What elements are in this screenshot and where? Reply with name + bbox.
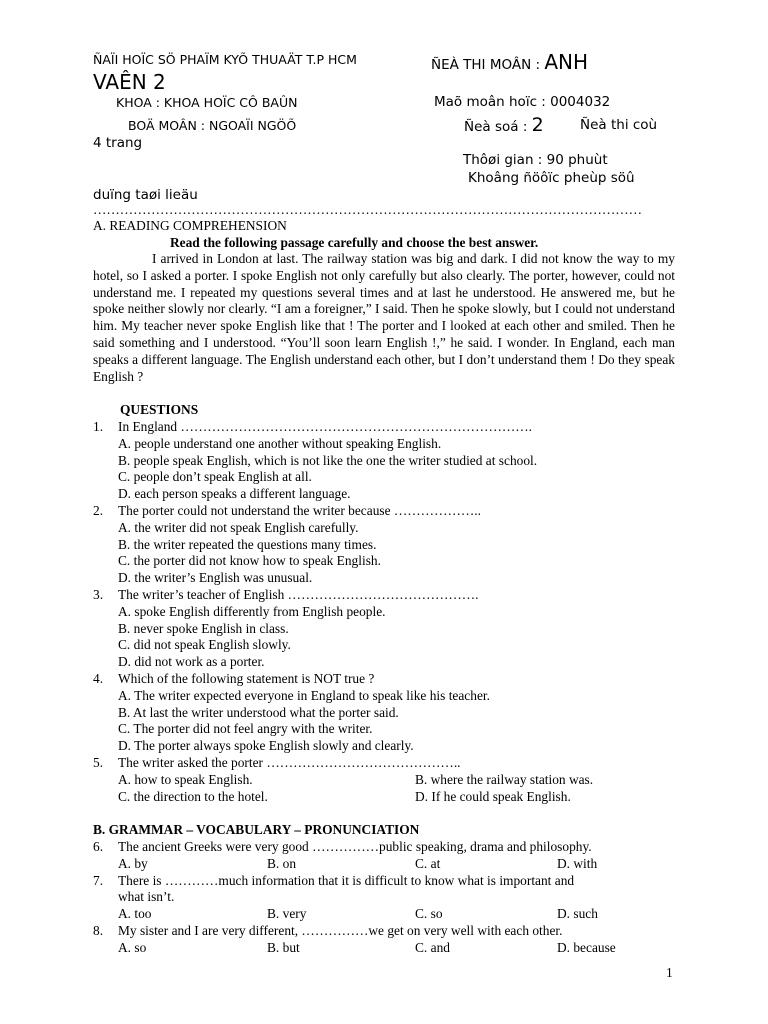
question-number: 3. bbox=[93, 587, 104, 602]
section-a-heading: A. READING COMPREHENSION bbox=[93, 218, 287, 233]
question-stem: The writer’s teacher of English ……………………………………. bbox=[118, 587, 479, 602]
question-stem: There is …………much information that it is difficult to know what is important and bbox=[118, 873, 575, 888]
materials-note: Khoâng ñöôïc pheùp söû bbox=[468, 170, 635, 186]
answer-option[interactable]: A. how to speak English. bbox=[118, 772, 253, 787]
question-number: 2. bbox=[93, 503, 104, 518]
answer-option[interactable]: A. the writer did not speak English carefully. bbox=[118, 520, 359, 535]
faculty: KHOA : KHOA HOÏC CÔ BAÛN bbox=[116, 95, 298, 110]
answer-option[interactable]: A. so bbox=[118, 940, 147, 955]
answer-option[interactable]: D. such bbox=[557, 906, 598, 921]
answer-option[interactable]: D. with bbox=[557, 856, 598, 871]
answer-option[interactable]: D. The porter always spoke English slowly and clearly. bbox=[118, 738, 414, 753]
answer-option[interactable]: A. spoke English differently from English people. bbox=[118, 604, 386, 619]
reading-passage bbox=[93, 251, 675, 385]
question-number: 6. bbox=[93, 839, 104, 854]
department: BOÄ MOÂN : NGOAÏI NGÖÕ bbox=[128, 118, 297, 133]
answer-option[interactable]: B. never spoke English in class. bbox=[118, 621, 289, 636]
answer-option[interactable]: B. the writer repeated the questions many times. bbox=[118, 537, 377, 552]
question-stem: The porter could not understand the writer because ……………….. bbox=[118, 503, 481, 518]
pages-label: Ñeà thi coù bbox=[580, 117, 658, 133]
answer-option[interactable]: C. and bbox=[415, 940, 450, 955]
answer-option[interactable]: C. the direction to the hotel. bbox=[118, 789, 268, 804]
answer-option[interactable]: C. so bbox=[415, 906, 443, 921]
exam-subject: ANH bbox=[544, 50, 589, 74]
answer-option[interactable]: D. did not work as a porter. bbox=[118, 654, 265, 669]
school-name: ÑAÏI HOÏC SÖ PHAÏM KYÕ THUAÄT T.P HCM bbox=[93, 52, 357, 67]
question-number: 8. bbox=[93, 923, 104, 938]
answer-option[interactable]: A. by bbox=[118, 856, 148, 871]
materials-note-cont: duïng taøi lieäu bbox=[93, 187, 198, 203]
exam-number bbox=[464, 114, 544, 136]
question-stem: My sister and I are very different, ……………we get on very well with each other. bbox=[118, 923, 563, 938]
question-number: 7. bbox=[93, 873, 104, 888]
page-number: 1 bbox=[666, 965, 673, 980]
answer-option[interactable]: C. at bbox=[415, 856, 441, 871]
section-b-heading: B. GRAMMAR – VOCABULARY – PRONUNCIATION bbox=[93, 822, 420, 837]
answer-option[interactable]: B. where the railway station was. bbox=[415, 772, 594, 787]
time-allowed: Thôøi gian : 90 phuùt bbox=[463, 152, 608, 168]
answer-option[interactable]: A. The writer expected everyone in England to speak like his teacher. bbox=[118, 688, 490, 703]
question-number: 4. bbox=[93, 671, 104, 686]
questions-heading: QUESTIONS bbox=[120, 402, 199, 417]
answer-option[interactable]: C. people don’t speak English at all. bbox=[118, 469, 312, 484]
question-stem: The ancient Greeks were very good ……………public speaking, drama and philosophy. bbox=[118, 839, 592, 854]
answer-option[interactable]: C. The porter did not feel angry with the writer. bbox=[118, 721, 373, 736]
answer-option[interactable]: B. At last the writer understood what the porter said. bbox=[118, 705, 399, 720]
answer-option[interactable]: A. people understand one another without speaking English. bbox=[118, 436, 442, 451]
answer-option[interactable]: B. very bbox=[267, 906, 307, 921]
dotted-separator: …………………………………………………………………………………………………………… bbox=[93, 202, 643, 217]
question-stem-cont: what isn’t. bbox=[118, 889, 175, 904]
answer-option[interactable]: D. because bbox=[557, 940, 616, 955]
exam-title-line2: VAÊN 2 bbox=[93, 70, 166, 94]
answer-option[interactable]: D. the writer’s English was unusual. bbox=[118, 570, 313, 585]
answer-option[interactable]: D. If he could speak English. bbox=[415, 789, 571, 804]
answer-option[interactable]: C. did not speak English slowly. bbox=[118, 637, 291, 652]
exam-title-prefix: ÑEÀ THI MOÂN : bbox=[431, 57, 545, 73]
answer-option[interactable]: B. on bbox=[267, 856, 297, 871]
exam-title bbox=[431, 50, 588, 74]
course-code: Maõ moân hoïc : 0004032 bbox=[434, 94, 611, 110]
section-a-instruction: Read the following passage carefully and choose the best answer. bbox=[170, 235, 539, 250]
question-number: 1. bbox=[93, 419, 104, 434]
reading-passage-text: I arrived in London at last. The railway station was big and dark. I did not know the way to my hotel, so I asked a porter. I spoke English not only carefully but also clearly. The porter, however, could not understand me. I repeated my questions several times and at last he understood. He answered me, but he spoke neither slowly nor clearly. “I am a foreigner,” I said. Then he spoke slowly, but I could not understand him. My teacher never spoke English like that ! The porter and I looked at each other and smiled. Then he said something and I understood. “You’ll soon learn English !,” he said. I wonder. In England, each man speaks a different language. The English understand each other, but I don’t understand them ! Do they speak English ? bbox=[93, 251, 675, 384]
answer-option[interactable]: B. but bbox=[267, 940, 300, 955]
pages-label-cont: 4 trang bbox=[93, 135, 143, 151]
answer-option[interactable]: B. people speak English, which is not like the one the writer studied at school. bbox=[118, 453, 538, 468]
answer-option[interactable]: C. the porter did not know how to speak English. bbox=[118, 553, 381, 568]
question-stem: Which of the following statement is NOT true ? bbox=[118, 671, 375, 686]
question-stem: In England ……………………………………………………………………. bbox=[118, 419, 532, 434]
exam-number-label: Ñeà soá : bbox=[464, 119, 532, 135]
answer-option[interactable]: D. each person speaks a different language. bbox=[118, 486, 351, 501]
exam-number-value: 2 bbox=[531, 114, 544, 136]
question-number: 5. bbox=[93, 755, 104, 770]
question-stem: The writer asked the porter …………………………………….. bbox=[118, 755, 461, 770]
answer-option[interactable]: A. too bbox=[118, 906, 152, 921]
